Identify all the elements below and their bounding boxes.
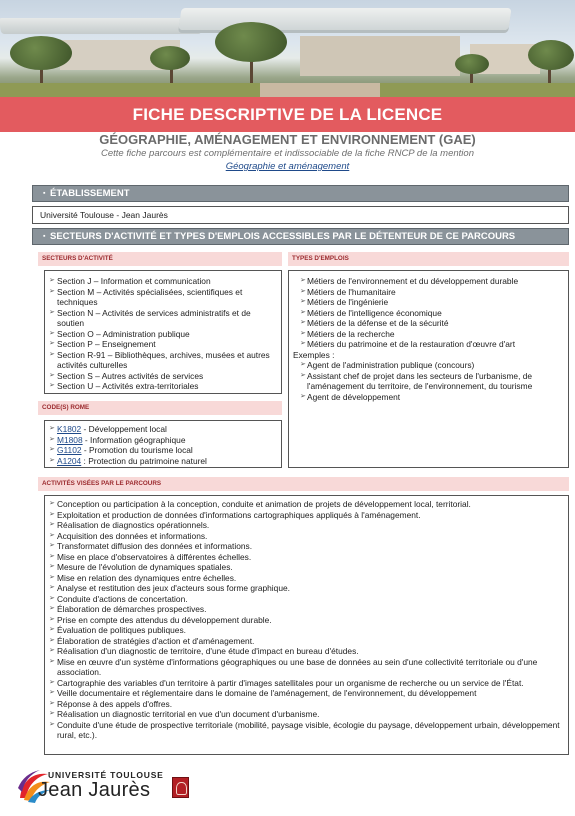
activite-item-text: Cartographie des variables d'un territoire à partir d'images satellitales pour un organisme de recherche ou un service de l'État.	[57, 677, 524, 688]
activite-item	[45, 552, 562, 563]
type-item	[289, 308, 562, 319]
bullet-arrow-icon: ➢	[49, 720, 55, 728]
title-band	[0, 97, 575, 132]
activite-item-text: Conduite d'une étude de prospective territoriale (mobilité, paysage visible, écologie du paysage, développement urbain, développement rural, etc.).	[57, 719, 560, 740]
activite-item	[45, 615, 562, 626]
activite-item-text: Mise en relation des dynamiques entre échelles.	[57, 572, 237, 583]
bullet-arrow-icon: ➢	[49, 647, 55, 654]
bullet-arrow-icon: ➢	[49, 425, 55, 432]
rome-code-link[interactable]: K1802	[57, 424, 82, 434]
rome-item	[45, 456, 277, 467]
activite-item	[45, 594, 562, 605]
activite-item-text: Transformatet diffusion des données et informations.	[57, 541, 253, 551]
rome-box	[44, 420, 282, 468]
secteur-item-text: Section N – Activités de services administratifs et de soutien	[57, 307, 251, 328]
activite-item-text: Conduite d'actions de concertation.	[57, 593, 188, 604]
bullet-arrow-icon: ➢	[49, 456, 55, 464]
secteur-item-text: Section S – Autres activités de services	[57, 370, 204, 381]
example-item	[289, 392, 562, 403]
activite-item-text: Élaboration de démarches prospectives.	[57, 604, 207, 614]
activites-label: ACTIVITÉS VISÉES PAR LE PARCOURS	[38, 477, 569, 491]
banner-photo	[0, 0, 575, 97]
examples-label: Exemples :	[293, 349, 335, 360]
example-item	[289, 371, 562, 392]
activite-item	[45, 678, 562, 689]
type-item-text: Métiers de la défense et de la sécurité	[307, 318, 449, 328]
bullet-arrow-icon: ➢	[49, 573, 55, 581]
activite-item	[45, 709, 562, 720]
secteur-item-text: Section P – Enseignement	[57, 339, 156, 349]
activite-item-text: Réalisation un diagnostic territorial en vue d'un document d'urbanisme.	[57, 709, 320, 719]
activite-item-text: Veille documentaire et réglementaire dans le domaine de l'aménagement, de l'environnement, du développement	[57, 688, 477, 698]
rncp-note: Cette fiche parcours est complémentaire et indissociable de la fiche RNCP de la mention	[101, 148, 474, 159]
university-logo	[16, 768, 196, 808]
rome-item	[45, 424, 277, 435]
secteur-item	[45, 287, 277, 308]
type-item	[289, 287, 562, 298]
example-item-text: Agent de développement	[307, 391, 401, 402]
section-header-label: ÉTABLISSEMENT	[50, 188, 130, 199]
activite-item-text: Exploitation et production de données d'informations cartographiques appliqués à l'aménagement.	[57, 509, 421, 520]
bullet-arrow-icon: ➢	[49, 521, 55, 528]
rome-label-text: - Promotion du tourisme local	[81, 445, 193, 455]
secteur-item-text: Section M – Activités spécialisées, scientifiques et techniques	[57, 286, 243, 307]
bullet-arrow-icon: ➢	[49, 287, 55, 295]
secteurs-box	[44, 270, 282, 394]
activite-item	[45, 699, 562, 710]
bullet-arrow-icon: ➢	[49, 636, 55, 644]
types-box	[288, 270, 569, 468]
activite-item	[45, 573, 562, 584]
activite-item	[45, 499, 562, 510]
section-header-secteurs: ▪ SECTEURS D'ACTIVITÉ ET TYPES D'EMPLOIS ACCESSIBLES PAR LE DÉTENTEUR DE CE PARCOURS	[32, 228, 569, 245]
bullet-arrow-icon: ➢	[300, 308, 306, 316]
bullet-arrow-icon: ➢	[300, 319, 306, 326]
rome-code-link[interactable]: G1102	[57, 445, 82, 455]
bullet-arrow-icon: ➢	[49, 500, 55, 507]
secteur-item-text: Section U – Activités extra-territoriales	[57, 381, 199, 391]
bullet-arrow-icon: ➢	[49, 446, 55, 453]
activite-item-text: Analyse et restitution des jeux d'acteurs sous forme graphique.	[57, 583, 290, 593]
bullet-arrow-icon: ➢	[49, 382, 55, 389]
bullet-arrow-icon: ➢	[300, 277, 306, 284]
bullet-arrow-icon: ➢	[49, 584, 55, 591]
activite-item-text: Mise en place d'observatoires à différentes échelles.	[57, 551, 252, 562]
activite-item	[45, 625, 562, 636]
type-item	[289, 318, 562, 329]
activite-item-text: Mesure de l'évolution de dynamiques spatiales.	[57, 562, 233, 572]
type-item-text: Métiers de l'intelligence économique	[307, 307, 442, 318]
bullet-arrow-icon: ➢	[49, 689, 55, 696]
bullet-arrow-icon: ➢	[300, 329, 306, 337]
mention-link[interactable]: Géographie et aménagement	[225, 161, 350, 172]
bullet-arrow-icon: ➢	[49, 710, 55, 717]
rncp-note-link-row	[0, 161, 575, 173]
activite-item-text: Réalisation de diagnostics opérationnels.	[57, 520, 210, 530]
activite-item	[45, 646, 562, 657]
rome-code-link[interactable]: A1204	[57, 455, 82, 466]
secteur-item	[45, 339, 277, 350]
rome-list	[45, 424, 277, 466]
activites-box	[44, 495, 569, 755]
bullet-arrow-icon: ➢	[49, 594, 55, 602]
types-label: TYPES D'EMPLOIS	[288, 252, 569, 266]
rome-label-text: - Information géographique	[82, 434, 186, 445]
activite-item-text: Mise en œuvre d'un système d'informations géographiques ou une base de données au sein d'une collectivité territoriale ou d'une association.	[57, 656, 538, 677]
secteurs-label: SECTEURS D'ACTIVITÉ	[38, 252, 282, 266]
example-item	[289, 360, 562, 371]
rome-label-text: : Protection du patrimoine naturel	[81, 455, 207, 466]
secteur-item-text: Section O – Administration publique	[57, 328, 190, 339]
rome-label-text: - Développement local	[81, 424, 167, 434]
seal-icon	[172, 777, 189, 798]
activite-item-text: Réponse à des appels d'offres.	[57, 698, 173, 709]
activite-item	[45, 657, 562, 678]
activites-list	[45, 499, 562, 741]
bullet-arrow-icon: ➢	[49, 699, 55, 707]
bullet-arrow-icon: ➢	[49, 435, 55, 443]
section-header-etablissement: ▪ ÉTABLISSEMENT	[32, 185, 569, 202]
secteur-item	[45, 276, 277, 287]
activite-item	[45, 688, 562, 699]
activite-item-text: Élaboration de stratégies d'action et d'aménagement.	[57, 635, 255, 646]
type-item	[289, 329, 562, 340]
bullet-arrow-icon: ➢	[49, 626, 55, 633]
bullet-arrow-icon: ➢	[49, 542, 55, 549]
rome-label: CODE(S) ROME	[38, 401, 282, 415]
secteur-item	[45, 329, 277, 340]
secteur-item	[45, 350, 277, 371]
bullet-arrow-icon: ➢	[49, 350, 55, 358]
bullet-arrow-icon: ➢	[49, 552, 55, 560]
activite-item	[45, 510, 562, 521]
bullet-arrow-icon: ➢	[300, 371, 306, 379]
bullet-arrow-icon: ➢	[49, 329, 55, 337]
bullet-arrow-icon: ➢	[49, 308, 55, 316]
page-subtitle: GÉOGRAPHIE, AMÉNAGEMENT ET ENVIRONNEMENT (GAE)	[99, 132, 476, 147]
secteur-item-text: Section R-91 – Bibliothèques, archives, musées et autres activités culturelles	[57, 349, 270, 370]
type-item-text: Métiers de l'environnement et du développement durable	[307, 276, 519, 286]
activite-item	[45, 720, 562, 741]
logo-line1: UNIVERSITÉ TOULOUSE	[48, 770, 164, 780]
bullet-arrow-icon: ➢	[49, 678, 55, 686]
bullet-arrow-icon: ➢	[49, 510, 55, 518]
bullet-arrow-icon: ➢	[49, 340, 55, 347]
secteur-item-text: Section J – Information et communication	[57, 276, 211, 286]
bullet-arrow-icon: ➢	[300, 287, 306, 295]
type-item-text: Métiers du patrimoine et de la restauration d'œuvre d'art	[307, 339, 516, 349]
example-item-text: Agent de l'administration publique (concours)	[307, 360, 475, 370]
type-item-text: Métiers de l'ingénierie	[307, 297, 389, 307]
activite-item	[45, 604, 562, 615]
page-title: FICHE DESCRIPTIVE DE LA LICENCE	[132, 104, 443, 124]
type-item	[289, 297, 562, 308]
activite-item-text: Réalisation d'un diagnostic de territoire, d'une étude d'impact en bureau d'études.	[57, 646, 359, 656]
etablissement-value: Université Toulouse - Jean Jaurès	[32, 206, 569, 224]
rome-item	[45, 435, 277, 446]
bullet-arrow-icon: ➢	[49, 371, 55, 379]
secteur-item	[45, 308, 277, 329]
bullet-arrow-icon: ➢	[300, 340, 306, 347]
activite-item	[45, 636, 562, 647]
bullet-arrow-icon: ➢	[300, 298, 306, 305]
bullet-arrow-icon: ➢	[49, 563, 55, 570]
activite-item	[45, 520, 562, 531]
type-item	[289, 276, 562, 287]
example-item-text: Assistant chef de projet dans les secteurs de l'urbanisme, de l'aménagement du territoire, de l'environnement, du tourisme	[307, 370, 533, 391]
activite-item-text: Évaluation de politiques publiques.	[57, 625, 186, 635]
activite-item	[45, 541, 562, 552]
bullet-arrow-icon: ➢	[49, 657, 55, 665]
type-item-text: Métiers de la recherche	[307, 328, 395, 339]
types-list	[289, 276, 562, 402]
bullet-arrow-icon: ➢	[49, 615, 55, 623]
type-item	[289, 339, 562, 350]
bullet-arrow-icon: ➢	[49, 605, 55, 612]
activite-item	[45, 562, 562, 573]
rome-item	[45, 445, 277, 456]
bullet-arrow-icon: ➢	[300, 392, 306, 400]
rome-code-link[interactable]: M1808	[57, 434, 83, 445]
secteurs-list	[45, 276, 277, 392]
secteur-item	[45, 371, 277, 382]
activite-item-text: Prise en compte des attendus du développement durable.	[57, 614, 272, 625]
section-header-label: SECTEURS D'ACTIVITÉ ET TYPES D'EMPLOIS ACCESSIBLES PAR LE DÉTENTEUR DE CE PARCOURS	[50, 231, 516, 242]
activite-item-text: Acquisition des données et informations.	[57, 530, 208, 541]
bullet-arrow-icon: ➢	[49, 531, 55, 539]
bullet-arrow-icon: ➢	[49, 277, 55, 284]
activite-item	[45, 583, 562, 594]
activite-item-text: Conception ou participation à la conception, conduite et animation de projets de développement local, territorial.	[57, 499, 471, 509]
secteur-item	[45, 381, 277, 392]
logo-line2: Jean Jaurès	[38, 779, 151, 801]
type-item-text: Métiers de l'humanitaire	[307, 286, 396, 297]
bullet-arrow-icon: ➢	[300, 361, 306, 368]
activite-item	[45, 531, 562, 542]
